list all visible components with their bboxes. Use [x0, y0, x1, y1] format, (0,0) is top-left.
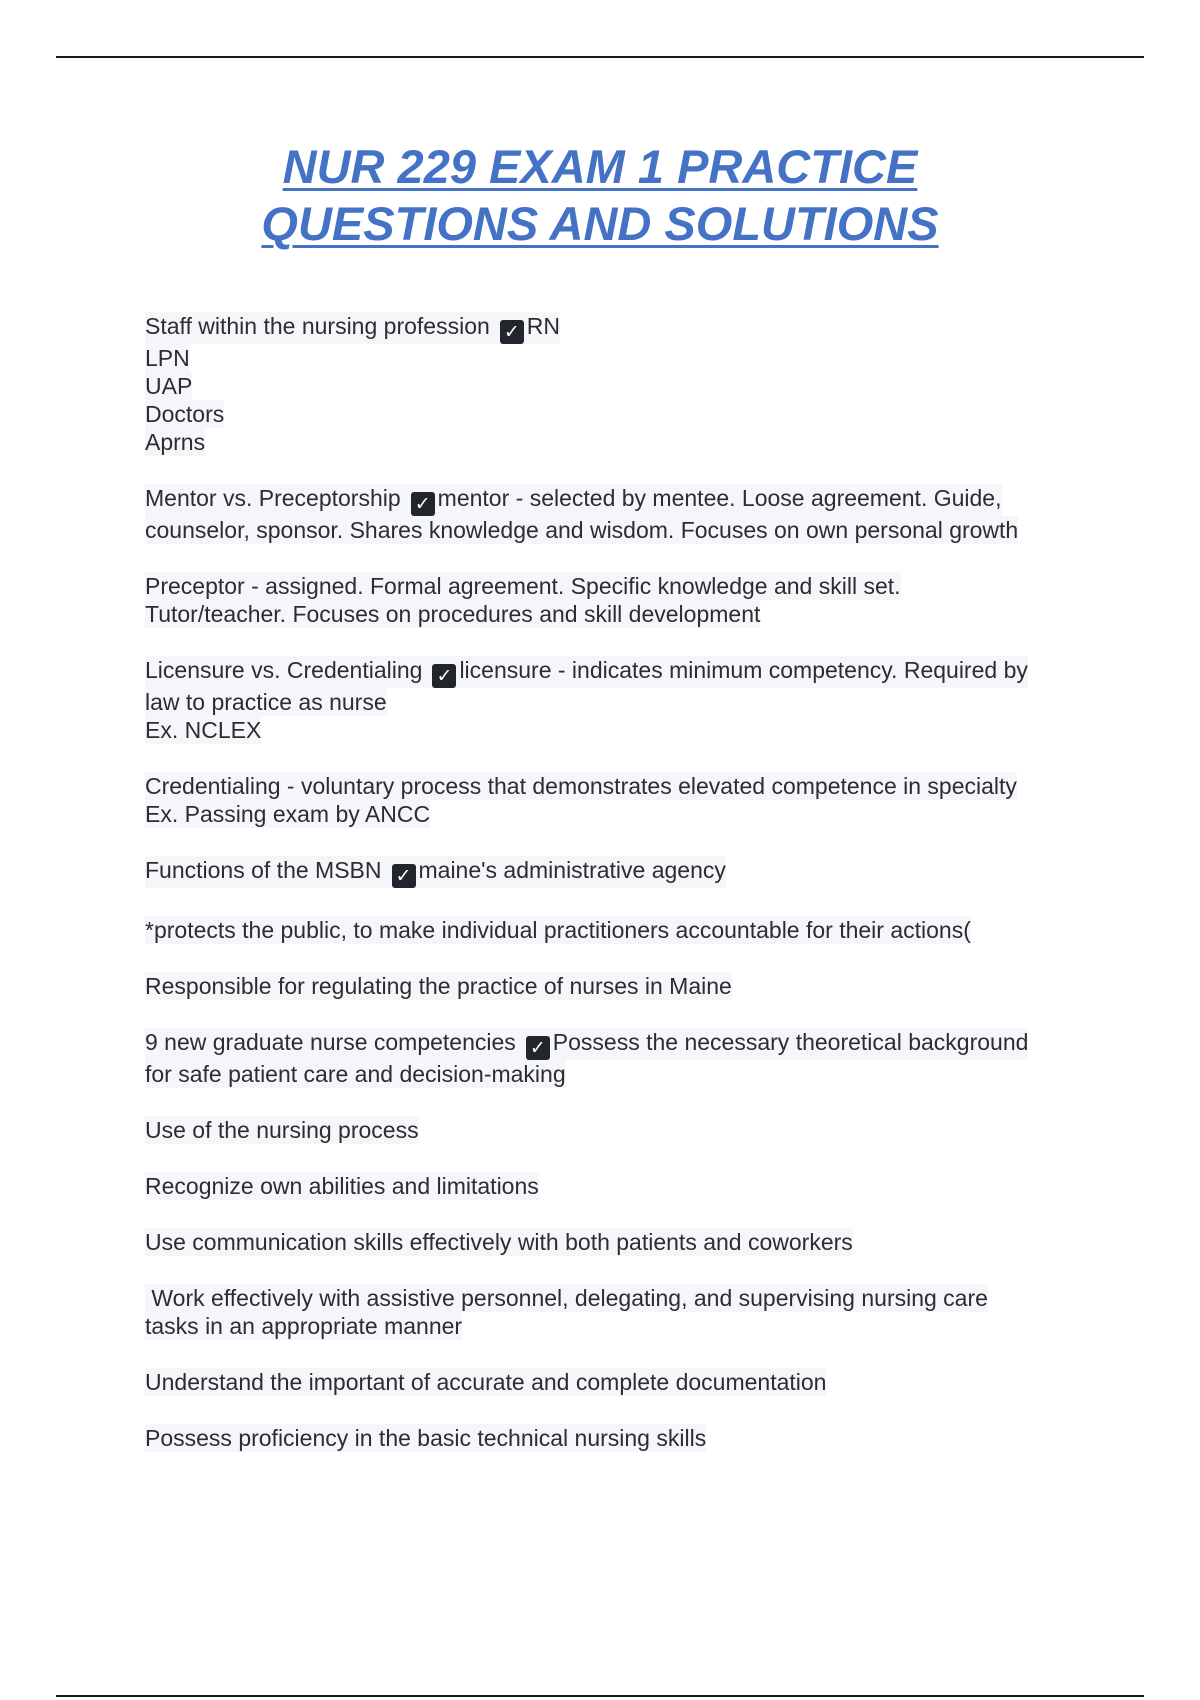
- answer-line: counselor, sponsor. Shares knowledge and wisdom. Focuses on own personal growth: [145, 517, 1019, 543]
- answer-paragraph: [145, 916, 1105, 944]
- answer-line: UAP: [145, 373, 193, 399]
- qa-item: [145, 1028, 1105, 1088]
- answer-paragraph: [145, 972, 1105, 1000]
- answer-line: Doctors: [145, 401, 225, 427]
- qa-item: [145, 484, 1105, 544]
- answer-line: *protects the public, to make individual practitioners accountable for their actions(: [145, 917, 971, 943]
- answer-line: Credentialing - voluntary process that demonstrates elevated competence in specialty: [145, 773, 1017, 799]
- question-line: [145, 312, 560, 344]
- title-line-2: QUESTIONS AND SOLUTIONS: [261, 197, 939, 250]
- question-line: [145, 656, 1028, 688]
- document-title: [0, 138, 1200, 252]
- question-text: Licensure vs. Credentialing: [145, 657, 423, 683]
- answer-line: Use communication skills effectively with both patients and coworkers: [145, 1229, 853, 1255]
- answer-line: Ex. Passing exam by ANCC: [145, 801, 431, 827]
- answer-line: Use of the nursing process: [145, 1117, 419, 1143]
- answer-paragraph: [145, 1424, 1105, 1452]
- question-text: 9 new graduate nurse competencies: [145, 1029, 516, 1055]
- answer-line: Understand the important of accurate and complete documentation: [145, 1369, 827, 1395]
- answer-line: law to practice as nurse: [145, 689, 387, 715]
- answer-text: maine's administrative agency: [418, 857, 726, 883]
- qa-item: [145, 312, 1105, 456]
- title-line-1: NUR 229 EXAM 1 PRACTICE: [282, 140, 918, 193]
- answer-line: tasks in an appropriate manner: [145, 1313, 463, 1339]
- answer-text: Possess the necessary theoretical background: [552, 1029, 1029, 1055]
- question-text: Functions of the MSBN: [145, 857, 382, 883]
- answer-text: mentor - selected by mentee. Loose agreement. Guide,: [437, 485, 1002, 511]
- answer-line: Preceptor - assigned. Formal agreement. Specific knowledge and skill set.: [145, 573, 901, 599]
- question-line: [145, 484, 1002, 516]
- check-icon: ✓: [526, 1036, 550, 1060]
- answer-line: Responsible for regulating the practice of nurses in Maine: [145, 973, 732, 999]
- header-rule: [56, 56, 1144, 58]
- answer-paragraph: [145, 1172, 1105, 1200]
- answer-paragraph: [145, 1228, 1105, 1256]
- footer-rule: [56, 1695, 1144, 1697]
- qa-item: [145, 856, 1105, 888]
- answer-line: Aprns: [145, 429, 206, 455]
- check-icon: ✓: [432, 664, 456, 688]
- check-icon: ✓: [392, 864, 416, 888]
- answer-text: licensure - indicates minimum competency. Required by: [459, 657, 1028, 683]
- answer-paragraph: [145, 772, 1105, 828]
- document-body: [145, 312, 1105, 1480]
- check-icon: ✓: [411, 492, 435, 516]
- answer-text: RN: [526, 313, 561, 339]
- question-text: Staff within the nursing profession: [145, 313, 490, 339]
- answer-paragraph: [145, 1368, 1105, 1396]
- answer-line: LPN: [145, 345, 190, 371]
- answer-line: Ex. NCLEX: [145, 717, 262, 743]
- answer-line: for safe patient care and decision-making: [145, 1061, 566, 1087]
- answer-line: Possess proficiency in the basic technical nursing skills: [145, 1425, 707, 1451]
- answer-line: Recognize own abilities and limitations: [145, 1173, 539, 1199]
- question-text: Mentor vs. Preceptorship: [145, 485, 401, 511]
- answer-paragraph: [145, 1284, 1105, 1340]
- answer-line: Work effectively with assistive personnel, delegating, and supervising nursing care: [145, 1285, 988, 1311]
- answer-paragraph: [145, 1116, 1105, 1144]
- check-icon: ✓: [500, 320, 524, 344]
- question-line: [145, 1028, 1028, 1060]
- question-line: [145, 856, 726, 888]
- answer-paragraph: [145, 572, 1105, 628]
- qa-item: [145, 656, 1105, 744]
- answer-line: Tutor/teacher. Focuses on procedures and skill development: [145, 601, 761, 627]
